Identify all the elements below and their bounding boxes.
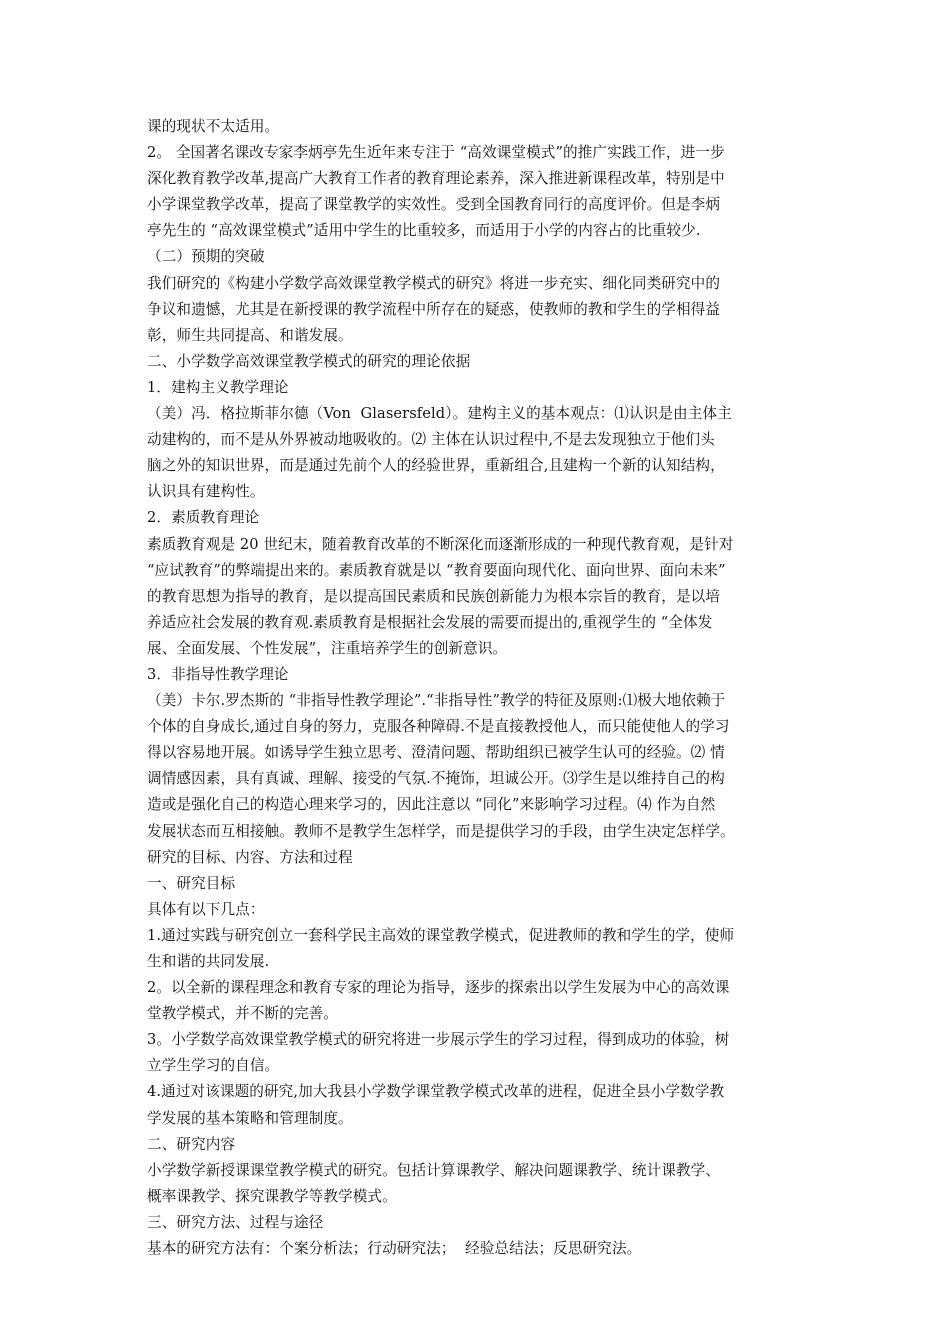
text-line: 2。以全新的课程理念和教育专家的理论为指导，逐步的探索出以学生发展为中心的高效课 xyxy=(147,979,730,997)
text-line: 动建构的，而不是从外界被动地吸收的。⑵ 主体在认识过程中,不是去发现独立于他们头 xyxy=(147,431,715,449)
text-line: 我们研究的《构建小学数学高效课堂教学模式的研究》将进一步充实、细化同类研究中的 xyxy=(147,274,721,292)
text-line: 个体的自身成长,通过自身的努力，克服各种障碍.不是直接教授他人，而只能使他人的学习 xyxy=(147,718,730,736)
text-line: 概率课教学、探究课教学等教学模式。 xyxy=(147,1187,397,1205)
section-heading: （二）预期的突破 xyxy=(147,248,265,266)
text-line: 堂教学模式，并不断的完善。 xyxy=(147,1005,339,1023)
text-line: 基本的研究方法有：个案分析法；行动研究法； 经验总结法；反思研究法。 xyxy=(147,1240,642,1258)
text-line: （美）冯．格拉斯菲尔德（Von Glasersfeld）。建构主义的基本观点：⑴认识是由主体主 xyxy=(147,405,732,423)
text-line: 造或是强化自己的构造心理来学习的，因此注意以 “同化”来影响学习过程。⑷ 作为自然 xyxy=(147,796,716,814)
text-line: 课的现状不太适用。 xyxy=(147,118,280,135)
text-line: 发展状态而互相接触。教师不是教学生怎样学，而是提供学习的手段，由学生决定怎样学。 xyxy=(147,822,735,840)
section-heading: 一、研究目标 xyxy=(147,874,236,892)
text-line: 脑之外的知识世界，而是通过先前个人的经验世界，重新组合,且建构一个新的认知结构， xyxy=(147,457,725,475)
section-heading: 二、小学数学高效课堂教学模式的研究的理论依据 xyxy=(147,352,471,370)
section-heading: 二、研究内容 xyxy=(147,1135,236,1153)
text-line: 立学生学习的自信。 xyxy=(147,1057,280,1075)
text-line: 展、全面发展、个性发展”，注重培养学生的创新意识。 xyxy=(147,639,508,657)
subsection-heading: 1．建构主义教学理论 xyxy=(147,378,289,396)
section-heading: 研究的目标、内容、方法和过程 xyxy=(147,848,353,866)
text-line: 得以容易地开展。如诱导学生独立思考、澄清问题、帮助组织已被学生认可的经验。⑵ 情 xyxy=(147,744,725,762)
section-heading: 三、研究方法、过程与途径 xyxy=(147,1213,324,1231)
subsection-heading: 2．素质教育理论 xyxy=(147,509,260,527)
text-line: 调情感因素，具有真诚、理解、接受的气氛.不掩饰，坦诚公开。⑶学生是以维持自己的构 xyxy=(147,770,725,788)
text-line: 学发展的基本策略和管理制度。 xyxy=(147,1109,353,1127)
text-line: （美）卡尔.罗杰斯的 “非指导性教学理论”.“非指导性”教学的特征及原则:⑴极大地依赖于 xyxy=(147,692,726,710)
text-line: 深化教育教学改革,提高广大教育工作者的教育理论素养，深入推进新课程改革，特别是中 xyxy=(147,170,725,188)
text-line: 认识具有建构性。 xyxy=(147,483,265,501)
text-line: 4.通过对该课题的研究,加大我县小学数学课堂教学模式改革的进程，促进全县小学数学教 xyxy=(147,1083,725,1101)
text-line: “应试教育”的弊端提出来的。素质教育就是以 “教育要面向现代化、面向世界、面向未来” xyxy=(147,561,726,579)
text-line: 的教育思想为指导的教育，是以提高国民素质和民族创新能力为根本宗旨的教育，是以培 xyxy=(147,587,721,605)
text-line: 养适应社会发展的教育观.素质教育是根据社会发展的需要而提出的,重视学生的 “全体发 xyxy=(147,613,713,631)
text-line: 小学数学新授课课堂教学模式的研究。包括计算课教学、解决问题课教学、统计课教学、 xyxy=(147,1161,721,1179)
text-line: 2。 全国著名课改专家李炳亭先生近年来专注于 “高效课堂模式”的推广实践工作，进一步 xyxy=(147,144,725,162)
text-line: 争议和遗憾，尤其是在新授课的教学流程中所存在的疑惑，使教师的教和学生的学相得益 xyxy=(147,300,721,318)
text-line: 彰，师生共同提高、和谐发展。 xyxy=(147,326,353,344)
text-line: 3。小学数学高效课堂教学模式的研究将进一步展示学生的学习过程，得到成功的体验，树 xyxy=(147,1031,730,1049)
text-line: 素质教育观是 20 世纪末，随着教育改革的不断深化而逐渐形成的一种现代教育观，是针对 xyxy=(147,535,734,553)
text-line: 生和谐的共同发展. xyxy=(147,953,270,970)
subsection-heading: 3．非指导性教学理论 xyxy=(147,665,289,683)
text-line: 亭先生的 “高效课堂模式”适用中学生的比重较多，而适用于小学的内容占的比重较少. xyxy=(147,222,701,240)
document-body xyxy=(147,114,811,1262)
text-line: 小学课堂教学改革，提高了课堂教学的实效性。受到全国教育同行的高度评价。但是李炳 xyxy=(147,196,721,214)
text-line: 1.通过实践与研究创立一套科学民主高效的课堂教学模式，促进教师的教和学生的学，使师 xyxy=(147,926,735,944)
text-line: 具体有以下几点： xyxy=(147,900,265,918)
